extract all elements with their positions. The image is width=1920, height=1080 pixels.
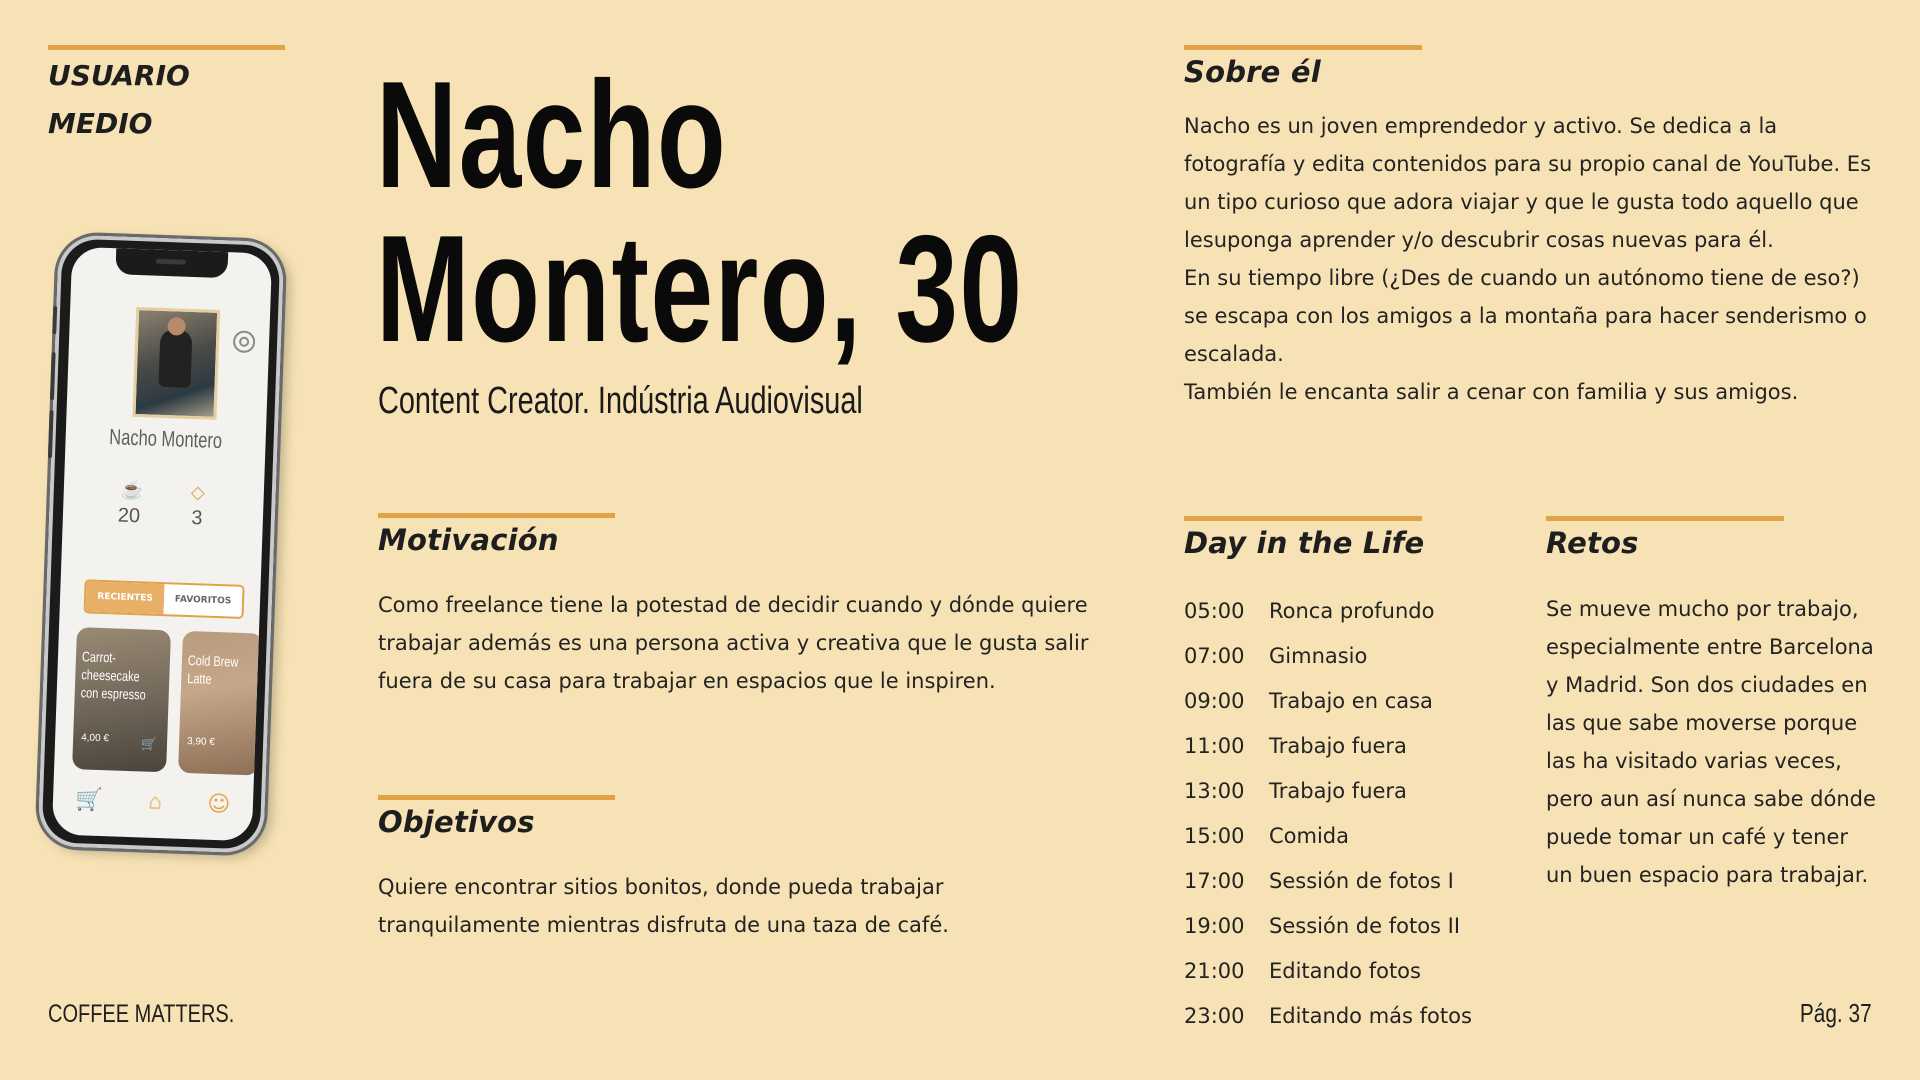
- phone-notch: [115, 248, 228, 278]
- schedule-row: [1184, 768, 1472, 813]
- schedule-activity: Trabajo en casa: [1269, 688, 1433, 713]
- sobre-heading: Sobre él: [1184, 55, 1321, 89]
- product-card-title: Carrot-cheesecake con espresso: [80, 648, 146, 703]
- schedule-activity: Editando más fotos: [1269, 1003, 1472, 1028]
- persona-name-line1: Nacho: [376, 50, 728, 220]
- schedule-time: 13:00: [1184, 778, 1245, 803]
- sobre-accent-bar: [1184, 45, 1422, 50]
- schedule-activity: Comida: [1269, 823, 1350, 848]
- profile-photo: [132, 307, 220, 420]
- phone-mockup: [37, 234, 284, 854]
- schedule-time: 09:00: [1184, 688, 1245, 713]
- tab-favoritos[interactable]: FAVORITOS: [164, 584, 243, 617]
- cart-icon[interactable]: 🛒: [75, 786, 104, 813]
- user-icon[interactable]: ☺: [206, 791, 231, 818]
- cart-icon[interactable]: 🛒: [140, 736, 158, 752]
- persona-subtitle: Content Creator. Indústria Audiovisual: [378, 380, 863, 422]
- product-card[interactable]: [178, 631, 263, 776]
- retos-text: Se mueve mucho por trabajo, especialmente entre Barcelona y Madrid. Son dos ciudades en las que sabe moverse porque las ha visitado varias veces, pero aun así nunca sabe dónde puede tomar un café y tener un buen espacio para trabajar.: [1546, 597, 1876, 887]
- page-number: Pág. 37: [1800, 998, 1872, 1028]
- persona-name-line2: Montero, 30: [376, 204, 1024, 374]
- schedule-row: [1184, 903, 1472, 948]
- sobre-paragraph: En su tiempo libre (¿Des de cuando un autónomo tiene de eso?) se escapa con los amigos a la montaña para hacer senderismo o escalada.: [1184, 266, 1867, 366]
- schedule-activity: Ronca profundo: [1269, 598, 1435, 623]
- sobre-paragraph: Nacho es un joven emprendedor y activo. Se dedica a la fotografía y edita contenidos para su propio canal de YouTube. Es un tipo curioso que adora viajar y que le gusta todo aquello que lesuponga aprender y/o descubrir cosas nuevas para él.: [1184, 114, 1872, 252]
- schedule-activity: Sessión de fotos II: [1269, 913, 1461, 938]
- schedule-row: [1184, 633, 1472, 678]
- schedule-row: [1184, 588, 1472, 633]
- footer-brand: COFFEE MATTERS.: [48, 1000, 235, 1028]
- schedule-time: 19:00: [1184, 913, 1245, 938]
- day-schedule: [1184, 588, 1472, 1038]
- day-heading: Day in the Life: [1184, 526, 1425, 560]
- objetivos-heading: Objetivos: [378, 805, 535, 839]
- sobre-text: [1184, 107, 1884, 411]
- schedule-time: 11:00: [1184, 733, 1245, 758]
- phone-screen: [52, 247, 272, 842]
- product-card-price: 3,90 €: [186, 736, 216, 748]
- tag-icon: ◇: [190, 482, 206, 503]
- objetivos-accent-bar: [378, 795, 615, 800]
- tab-recientes[interactable]: RECIENTES: [86, 581, 165, 614]
- day-accent-bar: [1184, 516, 1422, 521]
- schedule-time: 21:00: [1184, 958, 1245, 983]
- schedule-time: 17:00: [1184, 868, 1245, 893]
- retos-accent-bar: [1546, 516, 1784, 521]
- schedule-time: 07:00: [1184, 643, 1245, 668]
- schedule-row: [1184, 993, 1472, 1038]
- schedule-activity: Sessión de fotos I: [1269, 868, 1454, 893]
- schedule-row: [1184, 813, 1472, 858]
- stat-tag-value: 3: [190, 507, 203, 530]
- product-card-price: 4,00 €: [80, 732, 110, 745]
- motivacion-accent-bar: [378, 513, 615, 518]
- product-card-title: Cold Brew Latte: [187, 652, 239, 687]
- coffee-cup-icon: ☕: [120, 479, 144, 501]
- motivacion-text: Como freelance tiene la potestad de decidir cuando y dónde quiere trabajar además es una persona activa y creativa que le gusta salir fuera de su casa para trabajar en espacios que le inspiren.: [378, 593, 1089, 693]
- stat-tag: [177, 483, 219, 531]
- persona-tag-line1: USUARIO: [48, 59, 190, 92]
- gear-icon[interactable]: [233, 330, 256, 353]
- stat-coffee-value: 20: [117, 504, 141, 528]
- profile-name: Nacho Montero: [108, 424, 223, 454]
- schedule-time: 15:00: [1184, 823, 1245, 848]
- sobre-paragraph: También le encanta salir a cenar con familia y sus amigos.: [1184, 380, 1799, 404]
- product-card[interactable]: [72, 627, 171, 772]
- photo-person: [158, 329, 192, 388]
- schedule-time: 05:00: [1184, 598, 1245, 623]
- home-icon[interactable]: ⌂: [147, 789, 163, 815]
- tag-accent-bar: [48, 45, 285, 50]
- schedule-row: [1184, 678, 1472, 723]
- objetivos-text: Quiere encontrar sitios bonitos, donde pueda trabajar tranquilamente mientras disfruta de una taza de café.: [378, 875, 949, 937]
- persona-name: [376, 50, 1024, 374]
- stat-coffee: [109, 480, 151, 528]
- schedule-activity: Gimnasio: [1269, 643, 1368, 668]
- persona-tag-line2: MEDIO: [48, 107, 153, 140]
- schedule-activity: Trabajo fuera: [1269, 733, 1407, 758]
- schedule-row: [1184, 948, 1472, 993]
- schedule-row: [1184, 723, 1472, 768]
- persona-tag: [48, 52, 190, 148]
- bottom-nav: [52, 776, 253, 827]
- schedule-activity: Editando fotos: [1269, 958, 1421, 983]
- phone-tabs: [84, 579, 245, 619]
- schedule-activity: Trabajo fuera: [1269, 778, 1407, 803]
- motivacion-heading: Motivación: [378, 523, 559, 557]
- schedule-row: [1184, 858, 1472, 903]
- retos-heading: Retos: [1546, 526, 1639, 560]
- schedule-time: 23:00: [1184, 1003, 1245, 1028]
